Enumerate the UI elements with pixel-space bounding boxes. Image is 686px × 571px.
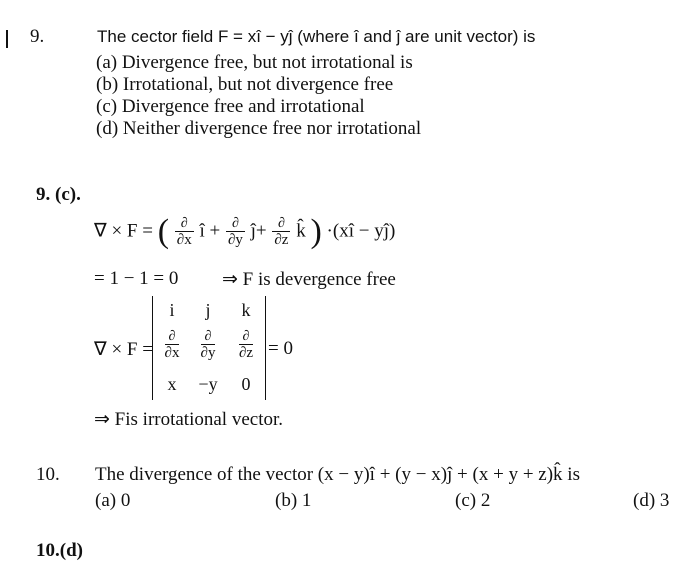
q10-option-b: (b) 1 — [275, 490, 312, 511]
det-cell-k: k — [241, 300, 251, 320]
curl-determinant — [152, 296, 266, 400]
q10-option-a: (a) 0 — [95, 490, 131, 511]
q10-stem: The divergence of the vector (x − y)î + (y − x)ĵ + (x + y + z)k̂ is — [95, 464, 580, 485]
a10-label: 10.(d) — [36, 540, 83, 561]
div-field: ·(xî − yĵ) — [326, 220, 396, 242]
curl-lhs: ∇ × F = — [94, 339, 153, 360]
partial-y-fraction: $\frac{\partial}{\partial y}$ — [227, 215, 243, 248]
a9-label: 9. (c). — [36, 184, 81, 205]
q9-number: 9. — [30, 26, 45, 47]
det-cell-dx: ∂ ∂x — [164, 329, 180, 361]
divergence-result: = 1 − 1 = 0 — [94, 268, 179, 289]
curl-rhs: = 0 — [268, 338, 293, 359]
div-lhs: ∇ × F = — [94, 220, 153, 242]
q9-option-a: (a) Divergence free, but not irrotational is — [96, 52, 413, 73]
q9-option-c: (c) Divergence free and irrotational — [96, 96, 365, 117]
det-cell-minus-y: −y — [198, 374, 218, 394]
divergence-conclusion: ⇒ F is devergence free — [222, 269, 396, 290]
det-cell-dz: ∂ ∂z — [238, 329, 254, 361]
div-op-i: î + — [199, 220, 221, 242]
margin-rule — [6, 30, 8, 48]
divergence-equation — [94, 215, 395, 249]
q9-option-d: (d) Neither divergence free nor irrotational — [96, 118, 422, 139]
div-op-j: ĵ+ — [250, 220, 267, 242]
q10-option-c: (c) 2 — [455, 490, 491, 511]
partial-x-fraction: $\frac{\partial}{\partial x}$ — [176, 215, 192, 248]
det-cell-zero: 0 — [241, 374, 251, 394]
det-cell-dy: ∂ ∂y — [200, 329, 216, 361]
q10-number: 10. — [36, 464, 60, 485]
q10-option-d: (d) 3 — [633, 490, 670, 511]
det-cell-i: i — [169, 300, 175, 320]
a9-conclusion: ⇒ Fis irrotational vector. — [94, 409, 283, 430]
partial-z-fraction: $\frac{\partial}{\partial z}$ — [274, 215, 289, 248]
det-cell-x: x — [167, 374, 177, 394]
left-paren: ( — [157, 213, 170, 250]
det-cell-j: j — [205, 300, 211, 320]
q9-stem: The cector field F = xî − yĵ (where î and ĵ are unit vector) is — [97, 27, 536, 46]
right-paren: ) — [310, 213, 322, 250]
div-op-k: k̂ — [296, 220, 306, 242]
q9-option-b: (b) Irrotational, but not divergence free — [96, 74, 394, 95]
